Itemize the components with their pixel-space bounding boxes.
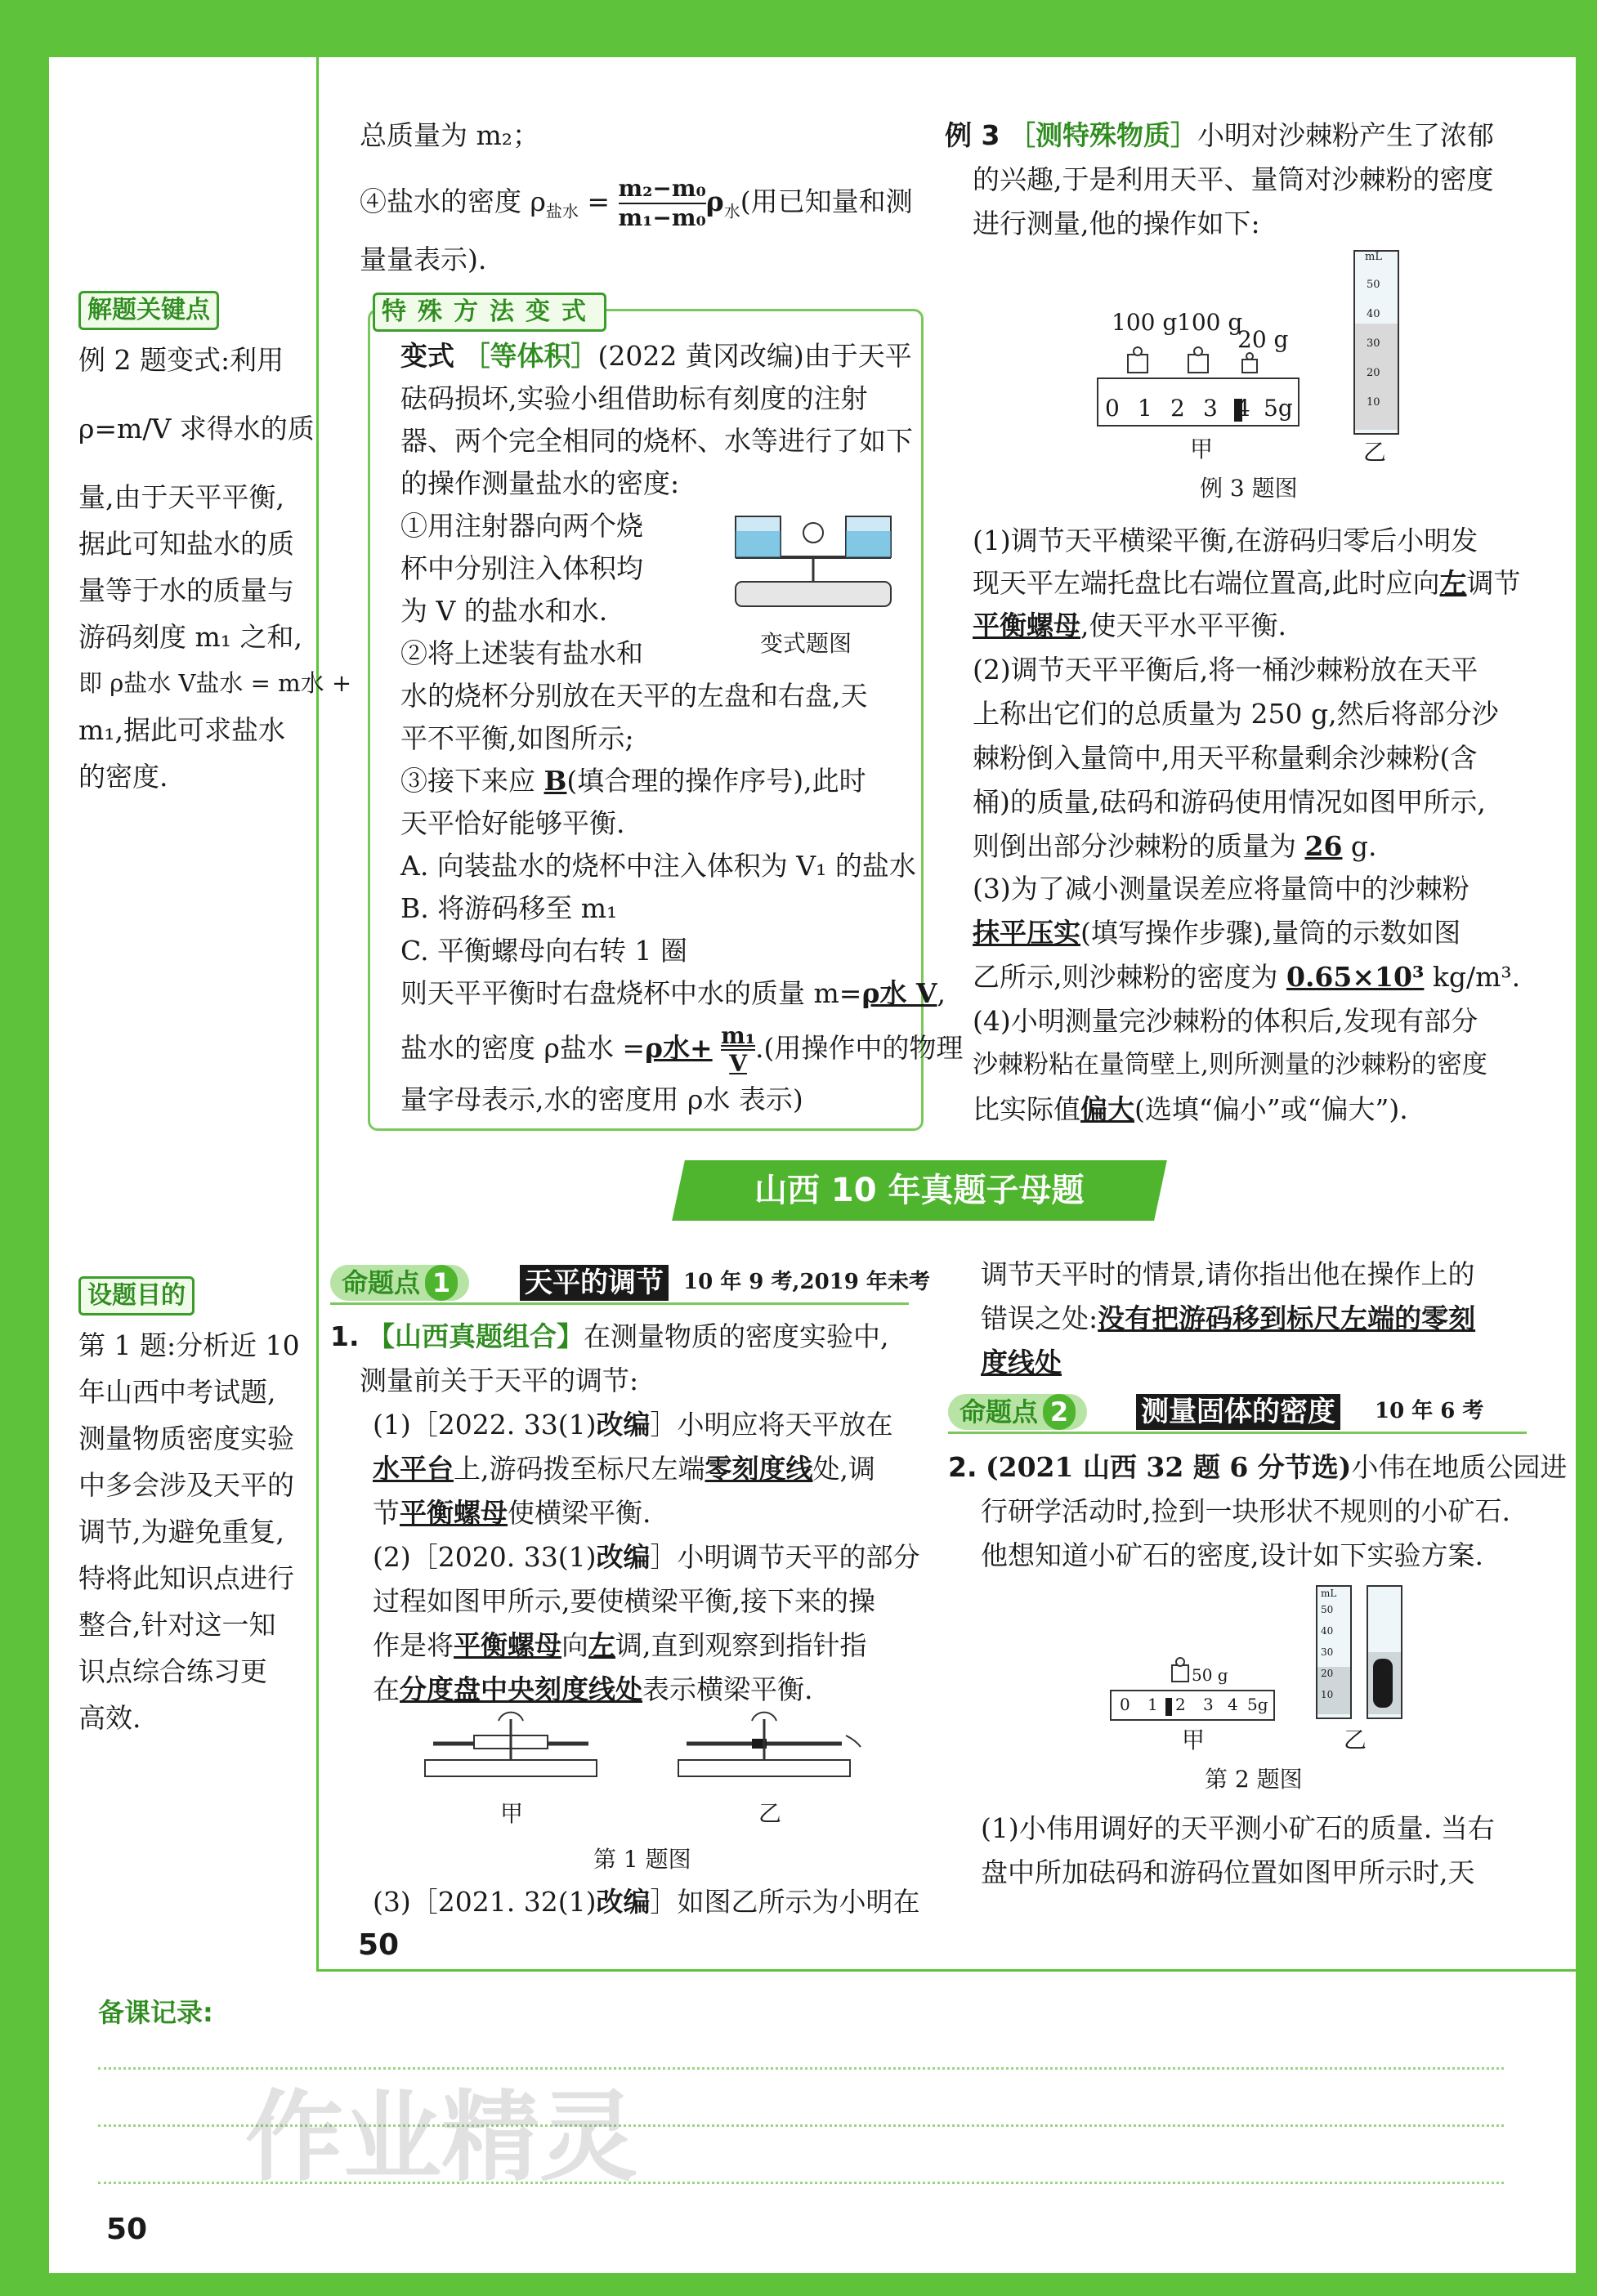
weight-label: 20 g	[1237, 326, 1289, 353]
figure-caption: 变式题图	[760, 630, 852, 657]
cylinder-tick: 20	[1321, 1668, 1334, 1679]
q1-s3-line-1: (3)［2021. 32(1)改编］如图乙所示为小明在	[373, 1886, 920, 1918]
cylinder-tick: 40	[1321, 1625, 1334, 1637]
sidebar-line: 量等于水的质量与	[78, 574, 294, 606]
scale-tick: 0	[1105, 395, 1120, 422]
answer: 分度盘中央刻度线处	[400, 1673, 642, 1705]
sidebar-line: 特将此知识点进行	[78, 1562, 294, 1594]
sidebar-line: 的密度.	[78, 761, 168, 793]
text-line: 水的烧杯分别放在天平的左盘和右盘,天	[400, 680, 868, 712]
text-line: 的操作测量盐水的密度:	[400, 467, 680, 499]
topic-point-1-title: 天平的调节	[520, 1265, 669, 1301]
q1-s2-line-1: (2)［2020. 33(1)改编］小明调节天平的部分	[373, 1541, 920, 1573]
text-line: 砝码损坏,实验小组借助标有刻度的注射	[400, 382, 868, 414]
scale-tick: 2	[1175, 1695, 1186, 1714]
example3-q3-line-2: 抹平压实(填写操作步骤),量筒的示数如图	[973, 917, 1461, 949]
example3-line-1: 例 3 ［测特殊物质］小明对沙棘粉产生了浓郁	[945, 119, 1494, 151]
answer: 平衡螺母	[400, 1497, 508, 1529]
cylinder-tick: mL	[1365, 251, 1382, 263]
answer: B	[544, 765, 567, 797]
q2-line-1: 2. (2021 山西 32 题 6 分节选)小伟在地质公园进	[948, 1451, 1568, 1483]
scale-tick: 4	[1236, 395, 1250, 422]
q1-s1-line-3: 节平衡螺母使横梁平衡.	[373, 1497, 651, 1529]
text-line: (4)小明测量完沙棘粉的体积后,发现有部分	[973, 1005, 1478, 1037]
answer: 平衡螺母	[454, 1629, 561, 1661]
example3-q2-line-5: 则倒出部分沙棘粉的质量为 26 g.	[973, 830, 1377, 862]
answer: 26	[1304, 830, 1343, 862]
sidebar-divider	[316, 57, 319, 1969]
text-line: (3)为了减小测量误差应将量筒中的沙棘粉	[973, 873, 1470, 905]
scale-tick: 3	[1203, 1695, 1214, 1714]
balance-figure-yi	[670, 1703, 866, 1793]
text-line: 器、两个完全相同的烧杯、水等进行了如下	[400, 425, 913, 457]
notes-label: 备课记录:	[98, 1997, 213, 2028]
sidebar-line: 年山西中考试题,	[78, 1376, 276, 1408]
answer: 度线处	[981, 1347, 1062, 1378]
sidebar-line: 即 ρ盐水 V盐水 = m水 +	[78, 669, 352, 697]
variant-line-1: 变式 ［等体积］(2022 黄冈改编)由于天平	[400, 340, 912, 372]
variant-line-11: ③接下来应 B(填合理的操作序号),此时	[400, 765, 866, 797]
answer: ρ水 V	[861, 977, 937, 1009]
figure-caption: 第 2 题图	[1205, 1766, 1303, 1793]
variant-line-14: 盐水的密度 ρ盐水 =ρ水+ $\frac{\text{m₁}}{V}$ .(用操作中的物理	[400, 1022, 964, 1077]
text-line: 总质量为 m₂；	[360, 119, 540, 151]
weight-label: 100 g	[1112, 309, 1178, 336]
figure-label-jia: 甲	[1190, 436, 1214, 462]
sidebar-line: 测量物质密度实验	[78, 1423, 294, 1454]
answer: 水平台	[373, 1453, 454, 1485]
sidebar-line: m₁,据此可求盐水	[78, 714, 286, 746]
weight-label: 50 g	[1192, 1665, 1228, 1685]
answer: 平衡螺母	[973, 610, 1080, 641]
example3-q1-line-2: 现天平左端托盘比右端位置高,此时应向左调节	[973, 567, 1521, 599]
q1-s3-line-3: 错误之处:没有把游码移到标尺左端的零刻	[981, 1302, 1476, 1334]
example3-q3-line-3: 乙所示,则沙棘粉的密度为 0.65×10³ kg/m³.	[973, 961, 1521, 993]
text-line: 上称出它们的总质量为 250 g,然后将部分沙	[973, 698, 1499, 730]
sidebar-tag-purpose: 设题目的	[78, 1276, 195, 1316]
q1-line-1: 1. 【山西真题组合】在测量物质的密度实验中,	[330, 1320, 889, 1352]
scale-tick: 5g	[1247, 1695, 1268, 1714]
sidebar-line: 游码刻度 m₁ 之和,	[78, 621, 302, 653]
variant-line-13: 则天平平衡时右盘烧杯中水的质量 m=ρ水 V,	[400, 977, 946, 1009]
cylinder-tick: 20	[1367, 367, 1380, 379]
text-line: 他想知道小矿石的密度,设计如下实验方案.	[981, 1539, 1483, 1571]
cylinder-tick: mL	[1321, 1588, 1337, 1599]
figure-label-yi: 乙	[1363, 439, 1387, 466]
option-c: C. 平衡螺母向右转 1 圈	[400, 935, 688, 967]
cylinder-tick: 10	[1321, 1689, 1334, 1700]
answer: 左	[588, 1629, 615, 1661]
topic-point-2-title: 测量固体的密度	[1136, 1394, 1340, 1430]
option-b: B. 将游码移至 m₁	[400, 892, 618, 924]
text-line: 进行测量,他的操作如下:	[973, 208, 1260, 239]
scale-tick: 4	[1228, 1695, 1238, 1714]
figure-caption: 第 1 题图	[593, 1846, 691, 1873]
scale-tick: 3	[1203, 395, 1218, 422]
page-frame-top	[0, 0, 1597, 57]
q1-s2-line-4: 在分度盘中央刻度线处表示横梁平衡.	[373, 1673, 813, 1705]
weight-label: 100 g	[1177, 309, 1243, 336]
q1-s1-line-1: (1)［2022. 33(1)改编］小明应将天平放在	[373, 1409, 893, 1441]
topic-point-1-frequency: 10 年 9 考,2019 年未考	[683, 1270, 930, 1294]
cylinder-tick: 30	[1367, 337, 1380, 350]
figure-label-yi: 乙	[1344, 1726, 1367, 1753]
text-line: 盘中所加砝码和游码位置如图甲所示时,天	[981, 1856, 1475, 1888]
sidebar-line: 例 2 题变式:利用	[78, 344, 284, 376]
figure-label-jia: 甲	[500, 1800, 524, 1827]
cylinder-tick: 50	[1321, 1604, 1334, 1615]
cylinder-tick: 40	[1367, 308, 1380, 320]
text-line: (2)调节天平平衡后,将一桶沙棘粉放在天平	[973, 654, 1478, 686]
cylinder-tick: 50	[1367, 279, 1380, 291]
section-banner: 山西 10 年真题子母题	[672, 1160, 1167, 1221]
topic-underline	[330, 1302, 909, 1305]
text-line: 测量前关于天平的调节:	[360, 1365, 639, 1396]
sidebar-line: ρ=m/V 求得水的质	[78, 413, 315, 444]
content-bottom-divider	[316, 1969, 1576, 1972]
cylinder-tick: 10	[1367, 396, 1380, 409]
text-line: ①用注射器向两个烧	[400, 510, 643, 542]
ore-sample	[1373, 1659, 1393, 1708]
text-line: 行研学活动时,捡到一块形状不规则的小矿石.	[981, 1495, 1510, 1527]
option-a: A. 向装盐水的烧杯中注入体积为 V₁ 的盐水	[400, 850, 916, 882]
answer: 没有把游码移到标尺左端的零刻	[1098, 1302, 1476, 1334]
rider-indicator	[1165, 1698, 1172, 1716]
sidebar-line: 据此可知盐水的质	[78, 528, 294, 560]
answer: 0.65×10³	[1286, 961, 1425, 993]
text-line: 量字母表示,水的密度用 ρ水 表示)	[400, 1083, 803, 1115]
variant-box-title: 特殊方法变式	[373, 293, 606, 332]
sidebar-line: 第 1 题:分析近 10	[78, 1329, 300, 1361]
text-line: (1)小伟用调好的天平测小矿石的质量. 当右	[981, 1812, 1495, 1844]
text-line: 过程如图甲所示,要使横梁平衡,接下来的操	[373, 1585, 875, 1617]
answer: 零刻度线	[705, 1453, 813, 1485]
q1-s1-line-2: 水平台上,游码拨至标尺左端零刻度线处,调	[373, 1453, 875, 1485]
topic-underline	[948, 1432, 1527, 1434]
text-line: 棘粉倒入量筒中,用天平称量剩余沙棘粉(含	[973, 742, 1478, 774]
balance-with-beakers-figure	[719, 500, 909, 623]
topic-point-2-frequency: 10 年 6 考	[1375, 1399, 1484, 1423]
figure-caption: 例 3 题图	[1200, 475, 1298, 502]
sidebar-tag-key-points: 解题关键点	[78, 291, 219, 330]
figure-label-yi: 乙	[758, 1800, 782, 1827]
scale-tick: 2	[1170, 395, 1185, 422]
answer: 抹平压实	[973, 917, 1080, 949]
page-frame-bottom	[0, 2273, 1597, 2296]
text-line: ②将上述装有盐水和	[400, 637, 643, 669]
topic-point-2-pill: 命题点 2	[948, 1394, 1087, 1430]
sidebar-line: 整合,针对这一知	[78, 1609, 276, 1641]
sidebar-line: 中多会涉及天平的	[78, 1469, 294, 1501]
weights-icon	[1120, 343, 1267, 376]
text-line: (1)调节天平横梁平衡,在游码归零后小明发	[973, 525, 1478, 556]
page-number: 50	[106, 2213, 148, 2246]
text-line: 天平恰好能够平衡.	[400, 807, 625, 839]
text-line: 量量表示).	[360, 243, 487, 275]
text-line: 平不平衡,如图所示;	[400, 722, 634, 754]
answer: 左	[1439, 567, 1467, 599]
q1-s2-line-3: 作是将平衡螺母向左调,直到观察到指针指	[373, 1629, 867, 1661]
sidebar-line: 调节,为避免重复,	[78, 1516, 284, 1548]
scale-tick: 1	[1138, 395, 1152, 422]
sidebar-line: 高效.	[78, 1702, 141, 1734]
page-frame-right	[1576, 0, 1597, 2296]
figure-label-jia: 甲	[1182, 1726, 1206, 1753]
sidebar-line: 识点综合练习更	[78, 1655, 267, 1687]
page-frame-left	[0, 0, 49, 2296]
text-line: 调节天平时的情景,请你指出他在操作上的	[981, 1258, 1475, 1290]
watermark: 作业精灵	[245, 2081, 637, 2195]
sidebar-line: 量,由于天平平衡,	[78, 481, 284, 513]
density-formula-line: ④盐水的密度 $\rho_{盐水}$ = $\frac{\text{m₂−m₀}}{\text{m₁−m₀}}$ $\rho_水$(用已知量和测	[360, 175, 913, 231]
scale-tick: 0	[1120, 1695, 1130, 1714]
example3-q4-line-3: 比实际值偏大(选填“偏小”或“偏大”).	[973, 1093, 1408, 1125]
text-line: 沙棘粉粘在量筒壁上,则所测量的沙棘粉的密度	[973, 1050, 1487, 1079]
answer: ρ水+	[645, 1032, 713, 1064]
text-line: 为 V 的盐水和水.	[400, 595, 608, 627]
scale-tick: 5g	[1264, 395, 1293, 422]
text-line: 杯中分别注入体积均	[400, 552, 643, 584]
cylinder-tick: 30	[1321, 1646, 1334, 1658]
balance-figure-jia	[417, 1703, 605, 1793]
q1-s3-line-4	[981, 1340, 1062, 1385]
topic-point-1-pill: 命题点 1	[330, 1265, 469, 1301]
page-number-inner: 50	[358, 1928, 400, 1962]
text-line: 的兴趣,于是利用天平、量筒对沙棘粉的密度	[973, 163, 1494, 195]
scale-tick: 1	[1147, 1695, 1158, 1714]
text-line: 桶)的质量,砝码和游码使用情况如图甲所示,	[973, 786, 1486, 818]
answer: 偏大	[1080, 1093, 1134, 1125]
example3-q1-line-3: 平衡螺母,使天平水平平衡.	[973, 610, 1286, 641]
